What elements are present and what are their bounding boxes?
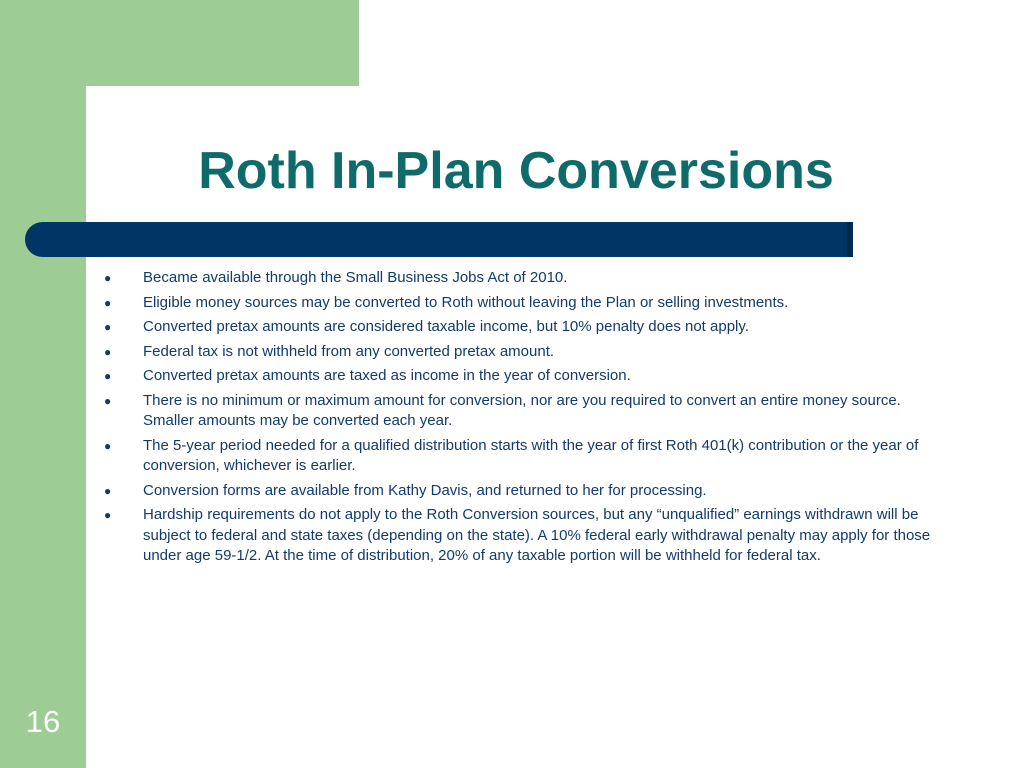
bullet-icon: ●	[104, 271, 112, 285]
bullet-item	[104, 436, 954, 477]
bullet-text: Hardship requirements do not apply to the Roth Conversion sources, but any “unqualified” earnings withdrawn will be subject to federal and state taxes (depending on the state). A 10% federal early withdrawal penalty may apply for those under age 59-1/2. At the time of distribution, 20% of any taxable portion will be withheld for federal tax.	[143, 506, 931, 564]
bullet-item	[104, 481, 954, 502]
bullet-item	[104, 505, 954, 567]
bullet-icon: ●	[104, 320, 112, 334]
bullet-icon: ●	[104, 508, 112, 522]
green-side-band	[0, 0, 86, 768]
slide-title: Roth In-Plan Conversions	[198, 142, 834, 200]
bullet-item	[104, 293, 954, 314]
bullet-text: Eligible money sources may be converted to Roth without leaving the Plan or selling investments.	[143, 293, 789, 311]
bullet-text: Became available through the Small Business Jobs Act of 2010.	[143, 269, 568, 286]
bullet-icon: ●	[104, 483, 112, 498]
bullet-icon: ●	[104, 369, 112, 383]
bullet-text: Converted pretax amounts are considered taxable income, but 10% penalty does not apply.	[143, 318, 749, 335]
bullet-text: Conversion forms are available from Kathy Davis, and returned to her for processing.	[143, 481, 707, 499]
green-top-band	[0, 0, 359, 86]
bullet-text: Converted pretax amounts are taxed as income in the year of conversion.	[143, 367, 631, 384]
bullet-icon: ●	[104, 295, 112, 310]
bullet-icon: ●	[104, 438, 112, 453]
title-divider-bar	[25, 222, 853, 257]
bullet-item	[104, 317, 954, 338]
bullet-item	[104, 366, 954, 387]
bullet-icon: ●	[104, 393, 112, 408]
bullet-text: The 5-year period needed for a qualified distribution starts with the year of first Roth 401(k) contribution or the year of conversion, whichever is earlier.	[143, 436, 919, 474]
bullet-text: Federal tax is not withheld from any converted pretax amount.	[143, 342, 555, 360]
bullet-item	[104, 391, 954, 432]
bullet-item	[104, 342, 954, 363]
bullet-item	[104, 268, 954, 289]
bullet-text: There is no minimum or maximum amount for conversion, nor are you required to convert an entire money source. Smaller amounts may be converted each year.	[143, 391, 901, 429]
bullet-list	[104, 268, 954, 571]
title-divider-bar-end	[847, 222, 853, 257]
page-number: 16	[25, 704, 61, 739]
bullet-icon: ●	[104, 344, 112, 359]
